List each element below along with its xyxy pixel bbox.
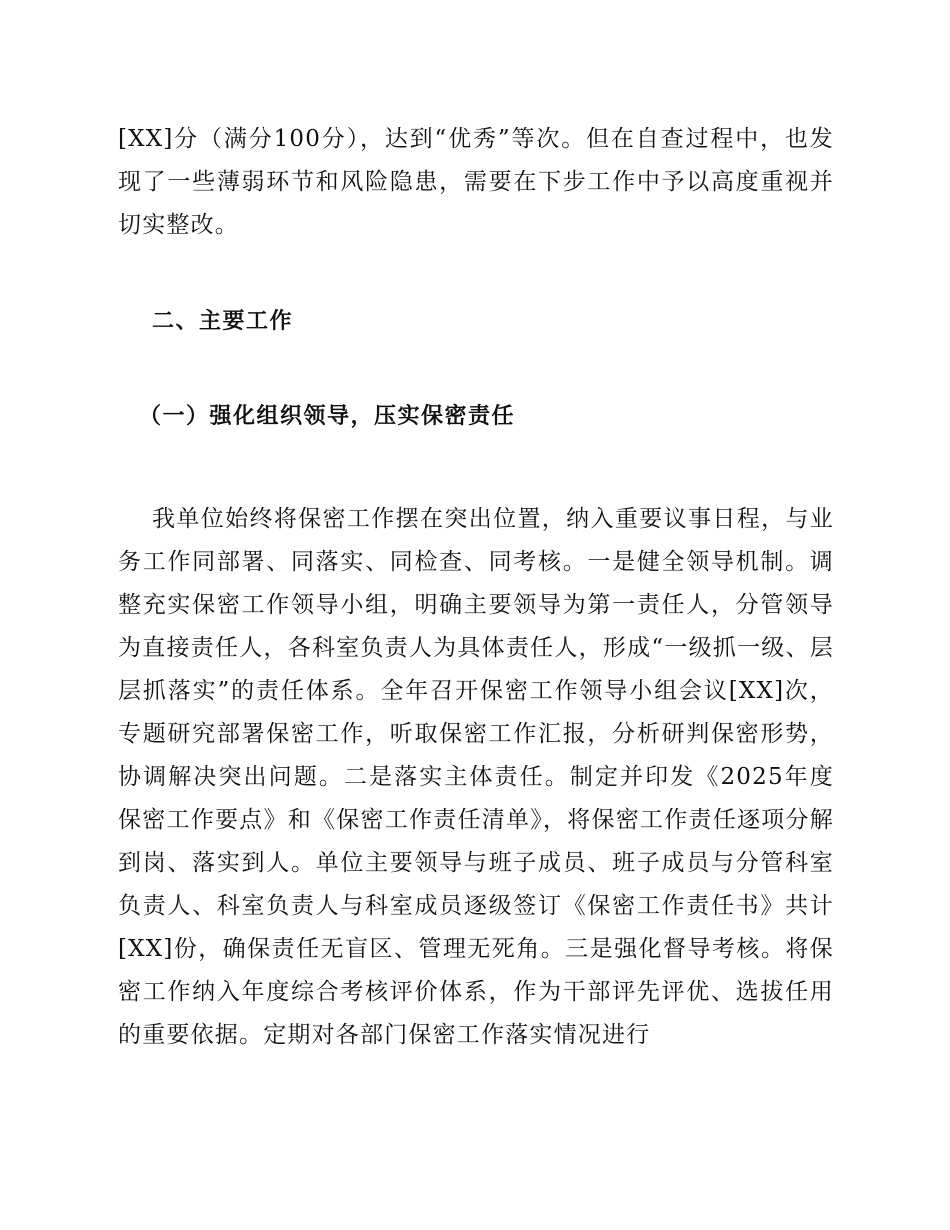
intro-paragraph: [XX]分（满分100分），达到“优秀”等次。但在自查过程中，也发现了一些薄弱环节和风险隐患，需要在下步工作中予以高度重视并切实整改。 bbox=[118, 126, 834, 238]
subsection-heading: （一）强化组织领导，压实保密责任 bbox=[139, 404, 516, 429]
section-heading: 二、主要工作 bbox=[152, 309, 294, 334]
body-paragraph: 我单位始终将保密工作摆在突出位置，纳入重要议事日程，与业务工作同部署、同落实、同检查、同考核。一是健全领导机制。调整充实保密工作领导小组，明确主要领导为第一责任人，分管领导为直接责任人，各科室负责人为具体责任人，形成“一级抓一级、层层抓落实”的责任体系。全年召开保密工作领导小组会议[XX]次，专题研究部署保密工作，听取保密工作汇报，分析研判保密形势，协调解决突出问题。二是落实主体责任。制定并印发《2025年度保密工作要点》和《保密工作责任清单》，将保密工作责任逐项分解到岗、落实到人。单位主要领导与班子成员、班子成员与分管科室负责人、科室负责人与科室成员逐级签订《保密工作责任书》共计[XX]份，确保责任无盲区、管理无死角。三是强化督导考核。将保密工作纳入年度综合考核评价体系，作为干部评先评优、选拔任用的重要依据。定期对各部门保密工作落实情况进行 bbox=[118, 506, 834, 1048]
